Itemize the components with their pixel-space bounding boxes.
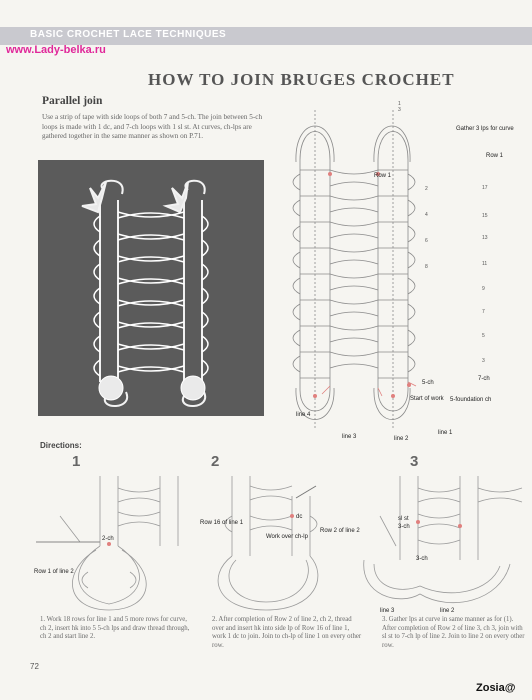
svg-text:2: 2 <box>425 186 428 192</box>
svg-text:13: 13 <box>482 235 488 241</box>
svg-text:17: 17 <box>482 185 488 191</box>
step-3-label-line3: line 3 <box>380 608 395 614</box>
step-2-illustration <box>196 476 364 614</box>
section-label: BASIC CROCHET LACE TECHNIQUES <box>30 29 227 40</box>
step-2-label-row2: Row 2 of line 2 <box>320 528 360 534</box>
svg-text:15: 15 <box>482 213 488 219</box>
line-3-label: line 3 <box>342 434 357 440</box>
step-1-caption: 1. Work 18 rows for line 1 and 5 more rows for curve, ch 2, insert hk into 5 5-ch lps and draw thread through, ch 2 and start line 2. <box>40 616 190 641</box>
directions-heading: Directions: <box>40 441 82 450</box>
step-2-label-row16: Row 16 of line 1 <box>200 520 244 526</box>
step-2-label-work-over: Work over ch-lp <box>266 534 308 540</box>
gather-label: Gather 3 lps for curve <box>456 126 514 132</box>
watermark: www.Lady-belka.ru <box>6 44 106 56</box>
svg-text:3: 3 <box>482 358 485 364</box>
section-header-bar <box>0 27 532 45</box>
step-1-label-2ch: 2-ch <box>102 536 114 542</box>
page-number: 72 <box>30 662 39 671</box>
start-of-work-label: Start of work <box>410 396 444 402</box>
foundation-label: 5-foundation ch <box>450 397 492 403</box>
step-3-number: 3 <box>410 453 419 470</box>
step-3-label-3ch-a: 3-ch <box>398 524 410 530</box>
svg-text:8: 8 <box>425 264 428 270</box>
step-3-illustration <box>360 476 530 614</box>
line-2-label: line 2 <box>394 436 409 440</box>
diagram-top-number-3: 3 <box>398 107 401 113</box>
crochet-chart <box>282 100 530 440</box>
step-2-label-dc: dc <box>296 514 303 520</box>
step-3-label-line2: line 2 <box>440 608 455 614</box>
diagram-top-number-1: 1 <box>398 101 401 107</box>
row1-left-label: Row 1 <box>374 173 392 179</box>
label-5ch: 5-ch <box>422 380 434 386</box>
crochet-diagram <box>282 100 530 440</box>
svg-text:4: 4 <box>425 212 428 218</box>
step-3-label-3ch-b: 3-ch <box>416 556 428 562</box>
page-title: HOW TO JOIN BRUGES CROCHET <box>148 70 455 89</box>
svg-text:5: 5 <box>482 333 485 339</box>
label-7ch: 7-ch <box>478 376 490 382</box>
step-1-label-row1: Row 1 of line 2 <box>34 569 74 575</box>
step-2-caption: 2. After completion of Row 2 of line 2, ch 2, thread over and insert hk into side lp of Row 16 of line 1, work 1 dc to join. Join to ch-lp of line 1 on every other row. <box>212 616 362 649</box>
lace-photo <box>38 160 264 416</box>
step-3-label-slst: sl st <box>398 516 409 522</box>
signature: Zosia@ <box>476 682 516 694</box>
row1-right-label: Row 1 <box>486 153 504 159</box>
svg-text:6: 6 <box>425 238 428 244</box>
lace-photo-drawing <box>38 160 264 416</box>
line-1-label: line 1 <box>438 430 453 436</box>
svg-text:9: 9 <box>482 286 485 292</box>
svg-text:11: 11 <box>482 261 488 267</box>
step-1-illustration <box>30 476 198 614</box>
line-4-label: line 4 <box>296 412 311 418</box>
row-numbers-right <box>482 185 488 364</box>
intro-text: Use a strip of tape with side loops of both 7 and 5-ch. The join between 5-ch loops is made with 1 dc, and 7-ch loops with 1 sl st. At curves, ch-lps are gathered together in the same manner as shown on P.71. <box>42 113 263 140</box>
section-subtitle: Parallel join <box>42 95 103 107</box>
row-numbers-inner <box>425 186 428 270</box>
svg-text:7: 7 <box>482 309 485 315</box>
step-1-number: 1 <box>72 453 81 470</box>
step-2-number: 2 <box>211 453 220 470</box>
step-3-caption: 3. Gather lps at curve in same manner as for (1). After completion of Row 2 of line 3, ch 3, join with sl st to 7-ch lp of line 2. Join to line 2 on every other row. <box>382 616 525 649</box>
